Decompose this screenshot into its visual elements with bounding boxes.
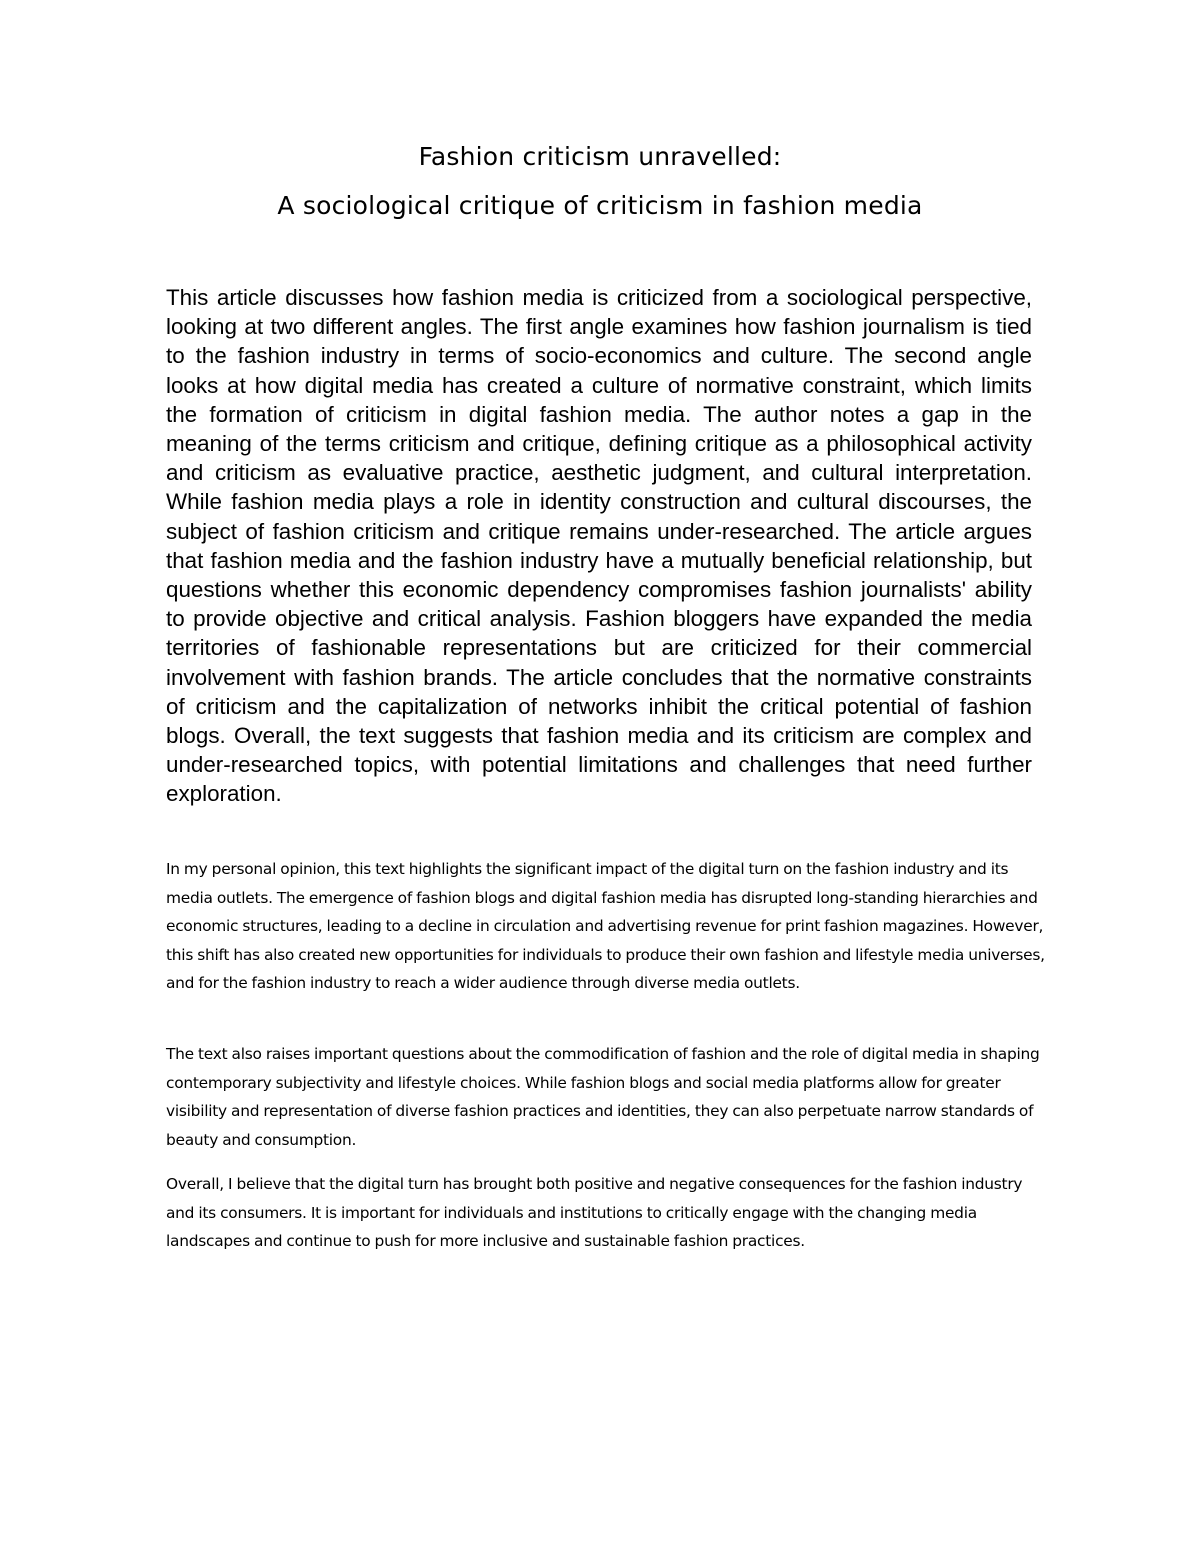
- opinion-paragraph-1: In my personal opinion, this text highlights the significant impact of the digital turn on the fashion industry and its media outlets. The emergence of fashion blogs and digital fashion media has disrupted long-standing hierarchies and economic structures, leading to a decline in circulation and advertising revenue for print fashion magazines. However, this shift has also created new opportunities for individuals to produce their own fashion and lifestyle media universes, and for the fashion industry to reach a wider audience through diverse media outlets.: [166, 860, 1045, 993]
- document-subtitle: A sociological critique of criticism in fashion media: [277, 191, 923, 220]
- abstract-paragraph: This article discusses how fashion media is criticized from a sociological perspective, looking at two different angles. The first angle examines how fashion journalism is tied to the fashion industry in terms of socio-economics and culture. The second angle looks at how digital media has created a culture of normative constraint, which limits the formation of criticism in digital fashion media. The author notes a gap in the meaning of the terms criticism and critique, defining critique as a philosophical activity and criticism as evaluative practice, aesthetic judgment, and cultural interpretation. While fashion media plays a role in identity construction and cultural discourses, the subject of fashion criticism and critique remains under-researched. The article argues that fashion media and the fashion industry have a mutually beneficial relationship, but questions whether this economic dependency compromises fashion journalists' ability to provide objective and critical analysis. Fashion bloggers have expanded the media territories of fashionable representations but are criticized for their commercial involvement with fashion brands. The article concludes that the normative constraints of criticism and the capitalization of networks inhibit the critical potential of fashion blogs. Overall, the text suggests that fashion media and its criticism are complex and under-researched topics, with potential limitations and challenges that need further exploration.: [166, 285, 1032, 807]
- opinion-paragraph-3: Overall, I believe that the digital turn has brought both positive and negative consequences for the fashion industry and its consumers. It is important for individuals and institutions to critically engage with the changing media landscapes and continue to push for more inclusive and sustainable fashion practices.: [166, 1175, 1023, 1251]
- opinion-paragraph-2: The text also raises important questions about the commodification of fashion and the role of digital media in shaping contemporary subjectivity and lifestyle choices. While fashion blogs and social media platforms allow for greater visibility and representation of diverse fashion practices and identities, they can also perpetuate narrow standards of beauty and consumption.: [166, 1045, 1040, 1149]
- document-title: Fashion criticism unravelled:: [418, 142, 782, 171]
